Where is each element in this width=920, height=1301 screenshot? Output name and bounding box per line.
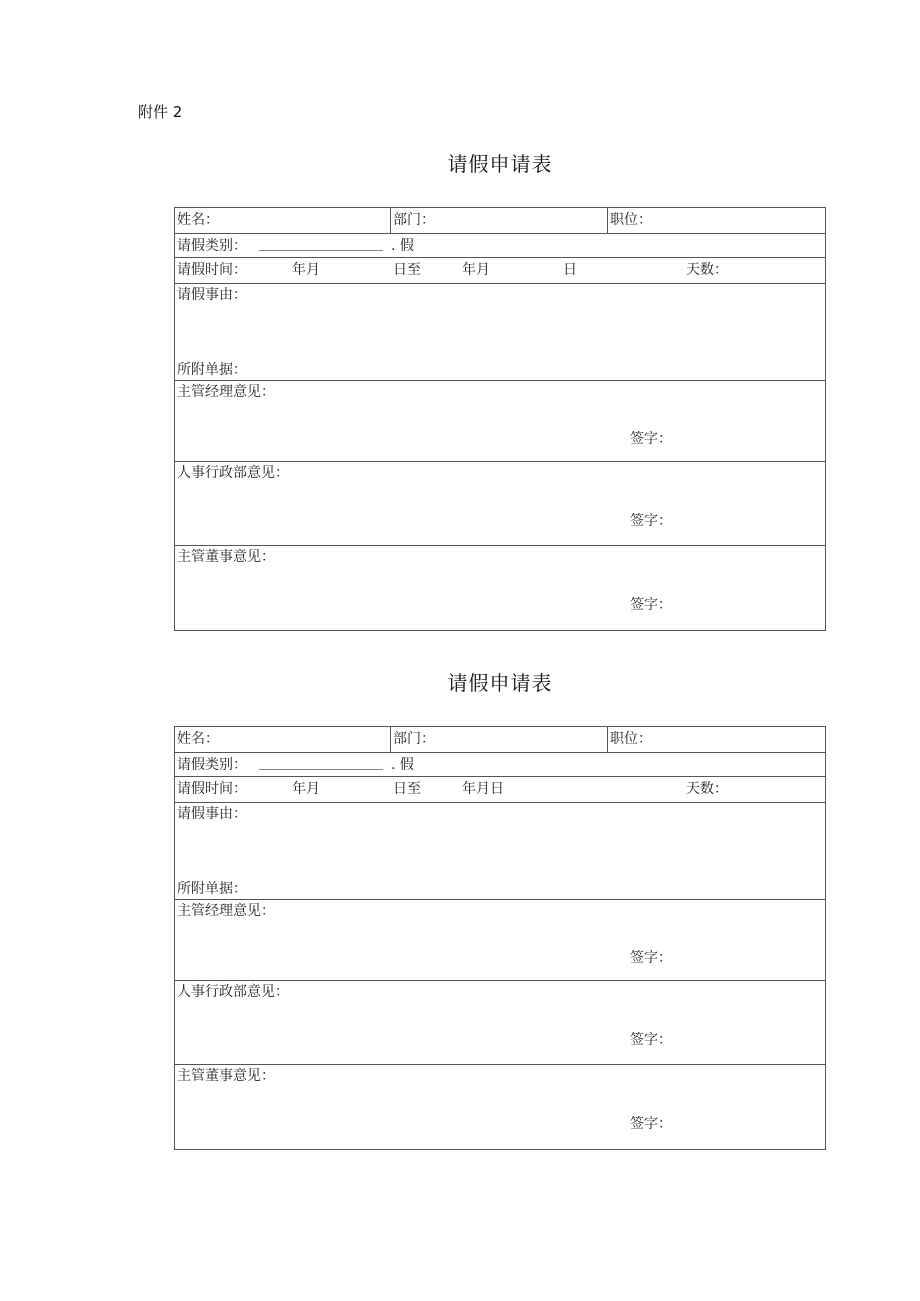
- reason-label: 请假事由：: [177, 287, 247, 303]
- reason-label: 请假事由：: [177, 806, 247, 822]
- name-cell[interactable]: [175, 727, 391, 752]
- row-leave-type: [175, 234, 825, 258]
- director-signature-label: 签字：: [630, 1116, 672, 1132]
- hr-opinion-label: 人事行政部意见：: [177, 465, 289, 481]
- manager-signature-label: 签字：: [630, 950, 672, 966]
- position-cell[interactable]: [608, 727, 825, 752]
- attachments-label: 所附单据：: [177, 362, 247, 378]
- row-name-dept-position: [175, 208, 825, 234]
- row-director-opinion[interactable]: [175, 1065, 825, 1149]
- days-label: 天数：: [686, 262, 728, 278]
- hr-opinion-label: 人事行政部意见：: [177, 984, 289, 1000]
- row-hr-opinion[interactable]: [175, 981, 825, 1065]
- leave-type-label: 请假类别：: [177, 238, 247, 254]
- form-title: 请假申请表: [447, 671, 553, 695]
- row-reason[interactable]: [175, 803, 825, 900]
- row-leave-time: [175, 777, 825, 803]
- days-label: 天数：: [686, 781, 728, 797]
- director-opinion-label: 主管董事意见：: [177, 549, 275, 565]
- director-opinion-label: 主管董事意见：: [177, 1068, 275, 1084]
- row-manager-opinion[interactable]: [175, 900, 825, 981]
- leave-type-blank[interactable]: [259, 250, 383, 251]
- dept-label: 部门：: [393, 731, 435, 747]
- start-day-to: 日至: [393, 781, 421, 797]
- leave-application-form: [174, 207, 826, 631]
- leave-time-label: 请假时间：: [177, 262, 247, 278]
- position-cell[interactable]: [608, 208, 825, 233]
- director-signature-label: 签字：: [630, 597, 672, 613]
- form-title: 请假申请表: [447, 152, 553, 176]
- leave-time-label: 请假时间：: [177, 781, 247, 797]
- row-leave-time: [175, 258, 825, 284]
- row-reason[interactable]: [175, 284, 825, 381]
- end-year-month-day: 年月日: [462, 781, 504, 797]
- hr-signature-label: 签字：: [630, 1032, 672, 1048]
- name-label: 姓名：: [177, 212, 219, 228]
- name-label: 姓名：: [177, 731, 219, 747]
- leave-type-suffix: . 假: [391, 757, 414, 773]
- start-year-month: 年月: [292, 781, 320, 797]
- leave-application-form: [174, 726, 826, 1150]
- row-leave-type: [175, 753, 825, 777]
- start-day-to: 日至: [393, 262, 421, 278]
- manager-opinion-label: 主管经理意见：: [177, 903, 275, 919]
- dept-cell[interactable]: [391, 208, 608, 233]
- end-year-month: 年月: [462, 262, 490, 278]
- leave-type-blank[interactable]: [259, 769, 383, 770]
- manager-opinion-label: 主管经理意见：: [177, 384, 275, 400]
- end-day: 日: [563, 262, 577, 278]
- name-cell[interactable]: [175, 208, 391, 233]
- row-name-dept-position: [175, 727, 825, 753]
- row-manager-opinion[interactable]: [175, 381, 825, 462]
- attachments-label: 所附单据：: [177, 881, 247, 897]
- start-year-month: 年月: [292, 262, 320, 278]
- manager-signature-label: 签字：: [630, 431, 672, 447]
- attachment-label: 附件 2: [138, 103, 183, 121]
- hr-signature-label: 签字：: [630, 513, 672, 529]
- dept-cell[interactable]: [391, 727, 608, 752]
- position-label: 职位：: [610, 212, 652, 228]
- position-label: 职位：: [610, 731, 652, 747]
- row-hr-opinion[interactable]: [175, 462, 825, 546]
- leave-type-suffix: . 假: [391, 238, 414, 254]
- dept-label: 部门：: [393, 212, 435, 228]
- leave-type-label: 请假类别：: [177, 757, 247, 773]
- row-director-opinion[interactable]: [175, 546, 825, 630]
